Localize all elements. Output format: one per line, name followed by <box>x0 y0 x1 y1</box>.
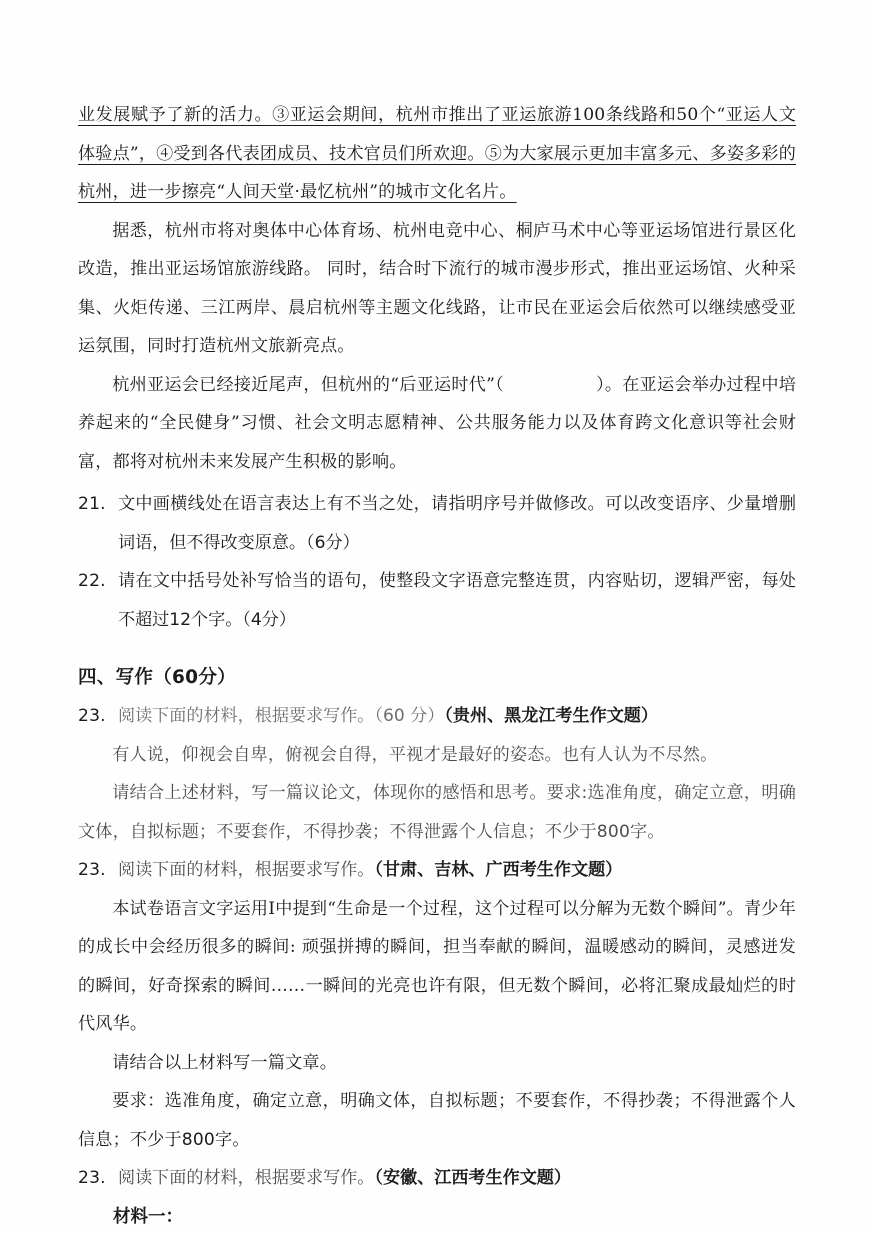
essay-3-prompt-plain: 阅读下面的材料，根据要求写作。 <box>118 1168 374 1188</box>
essay-prompt-2 <box>78 851 796 890</box>
section-heading-writing: 四、写作（60分） <box>78 659 796 697</box>
essay-3-number: 23. <box>78 1159 118 1198</box>
essay-1-material: 有人说，仰视会自卑，俯视会自得，平视才是最好的姿态。也有人认为不尽然。 <box>78 736 796 775</box>
paragraph-3-after-blank: ）。在亚运会举办过程中培养起来的“全民健身”习惯、社会文明志愿精神、公共服务能力以及体育跨文化意识等社会财富，都将对杭州未来发展产生积极的影响。 <box>78 375 796 472</box>
passage-paragraph-3 <box>78 366 796 482</box>
question-21 <box>78 485 796 562</box>
essay-3-prompt-region: （安徽、江西考生作文题） <box>374 1168 571 1188</box>
essay-2-requirements: 要求：选准角度，确定立意，明确文体，自拟标题；不要套作，不得抄袭；不得泄露个人信息；不少于800字。 <box>78 1082 796 1159</box>
essay-prompt-3 <box>78 1159 796 1198</box>
essay-1-prompt-region: （贵州、黑龙江考生作文题） <box>444 706 658 726</box>
question-22-number: 22. <box>78 562 118 601</box>
paragraph-3-before-blank: 杭州亚运会已经接近尾声，但杭州的“后亚运时代”（ <box>112 375 504 395</box>
essay-2-instruction: 请结合以上材料写一篇文章。 <box>78 1044 796 1083</box>
essay-1-heading <box>118 697 796 736</box>
underlined-passage: 业发展赋予了新的活力。③亚运会期间，杭州市推出了亚运旅游100条线路和50个“亚运人文体验点”，④受到各代表团成员、技术官员们所欢迎。⑤为大家展示更加丰富多元、多姿多彩的杭州，进一步擦亮“人间天堂·最忆杭州”的城市文化名片。 <box>78 96 796 212</box>
essay-prompt-1 <box>78 697 796 736</box>
question-22 <box>78 562 796 639</box>
essay-2-number: 23. <box>78 851 118 890</box>
essay-2-prompt-region: （甘肃、吉林、广西考生作文题） <box>374 860 622 880</box>
essay-1-number: 23. <box>78 697 118 736</box>
essay-1-prompt-plain: 阅读下面的材料，根据要求写作。（60 分） <box>118 706 444 726</box>
essay-3-heading <box>118 1159 796 1198</box>
question-21-number: 21. <box>78 485 118 524</box>
essay-2-material: 本试卷语言文字运用Ⅰ中提到“生命是一个过程，这个过程可以分解为无数个瞬间”。青少年的成长中会经历很多的瞬间: 顽强拼搏的瞬间，担当奉献的瞬间，温暖感动的瞬间，灵感迸发的瞬间，好奇探索的瞬间……一瞬间的光亮也许有限，但无数个瞬间，必将汇聚成最灿烂的时代风华。 <box>78 890 796 1044</box>
essay-2-prompt-plain: 阅读下面的材料，根据要求写作。 <box>118 860 374 880</box>
document-content <box>78 96 796 1236</box>
question-21-text: 文中画横线处在语言表达上有不当之处，请指明序号并做修改。可以改变语序、少量增删词语，但不得改变原意。（6分） <box>118 485 796 562</box>
passage-paragraph-2: 据悉，杭州市将对奥体中心体育场、杭州电竞中心、桐庐马术中心等亚运场馆进行景区化改造，推出亚运场馆旅游线路。 同时，结合时下流行的城市漫步形式，推出亚运场馆、火种采集、火炬传递、三江两岸、晨启杭州等主题文化线路，让市民在亚运会后依然可以继续感受亚运氛围，同时打造杭州文旅新亮点。 <box>78 212 796 366</box>
essay-3-material-label: 材料一： <box>78 1198 796 1236</box>
question-22-text: 请在文中括号处补写恰当的语句，使整段文字语意完整连贯，内容贴切，逻辑严密，每处不超过12个字。（4分） <box>118 562 796 639</box>
essay-2-heading <box>118 851 796 890</box>
essay-1-requirements: 请结合上述材料，写一篇议论文，体现你的感悟和思考。要求:选准角度，确定立意，明确文体，自拟标题；不要套作，不得抄袭；不得泄露个人信息；不少于800字。 <box>78 774 796 851</box>
